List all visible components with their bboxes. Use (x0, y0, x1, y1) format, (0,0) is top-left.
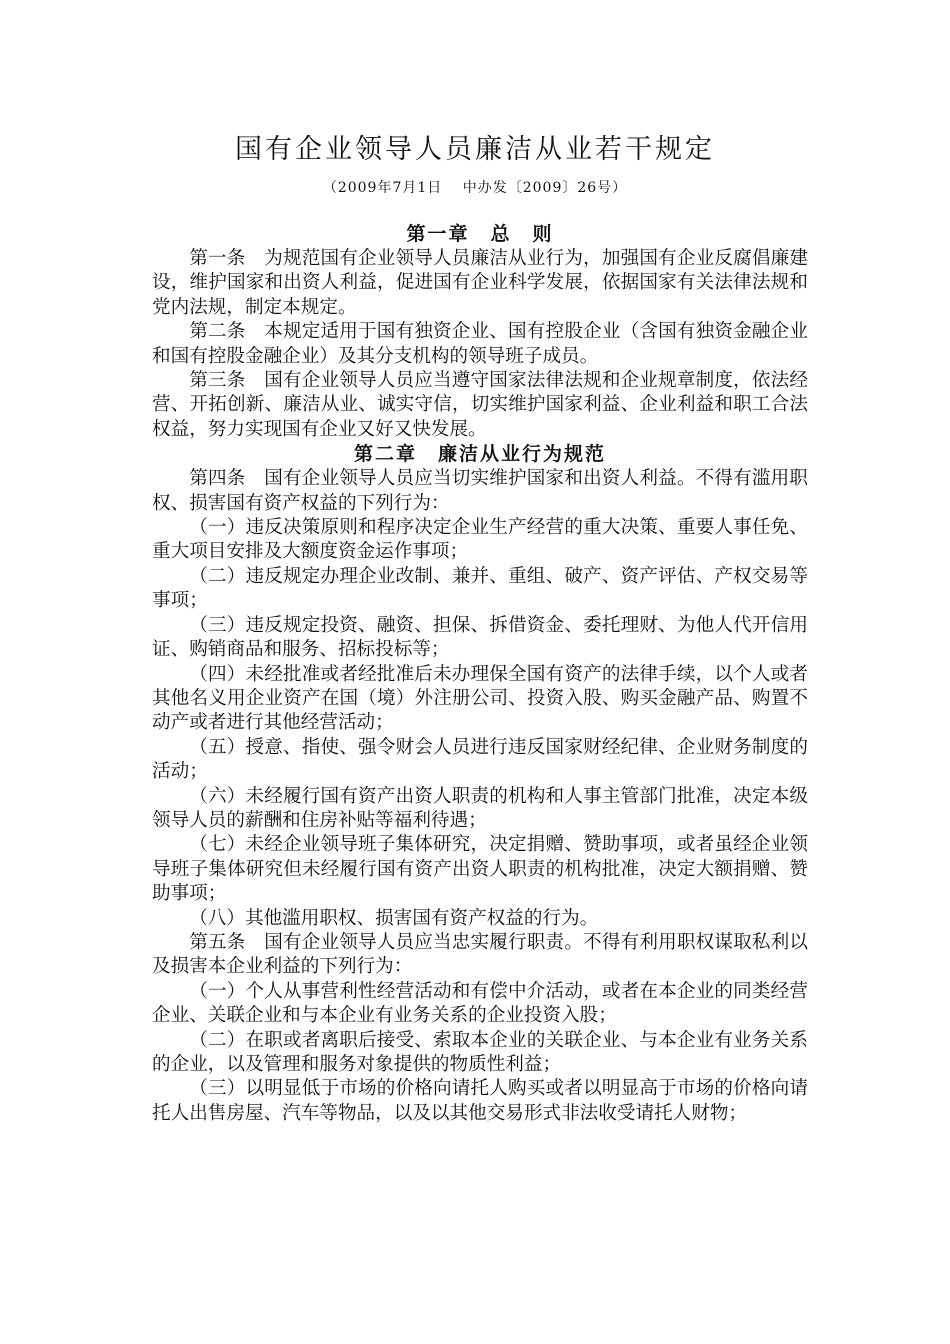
clause-paragraph: （五）授意、指使、强令财会人员进行违反国家财经纪律、企业财务制度的活动； (152, 736, 808, 783)
clause-paragraph: （二）违反规定办理企业改制、兼并、重组、破产、资产评估、产权交易等事项； (152, 565, 808, 612)
article-paragraph: 第三条 国有企业领导人员应当遵守国家法律法规和企业规章制度，依法经营、开拓创新、廉洁从业、诚实守信，切实维护国家利益、企业利益和职工合法权益，努力实现国有企业又好又快发展。 (152, 370, 808, 440)
document-subtitle: （2009年7月1日 中办发〔2009〕26号） (322, 180, 628, 196)
document-title: 国有企业领导人员廉洁从业若干规定 (235, 134, 715, 165)
clause-paragraph: （一）个人从事营利性经营活动和有偿中介活动，或者在本企业的同类经营企业、关联企业和与本企业有业务关系的企业投资入股； (152, 980, 808, 1027)
document-body (152, 222, 808, 1126)
clause-paragraph: （七）未经企业领导班子集体研究，决定捐赠、赞助事项，或者虽经企业领导班子集体研究但未经履行国有资产出资人职责的机构批准，决定大额捐赠、赞助事项； (152, 834, 808, 905)
clause-paragraph: （一）违反决策原则和程序决定企业生产经营的重大决策、重要人事任免、重大项目安排及大额度资金运作事项； (152, 517, 808, 563)
article-paragraph: 第五条 国有企业领导人员应当忠实履行职责。不得有利用职权谋取私利以及损害本企业利益的下列行为： (152, 931, 808, 978)
article-paragraph: 第二条 本规定适用于国有独资企业、国有控股企业（含国有独资金融企业和国有控股金融企业）及其分支机构的领导班子成员。 (152, 321, 808, 367)
clause-paragraph: （四）未经批准或者经批准后未办理保全国有资产的法律手续，以个人或者其他名义用企业资产在国（境）外注册公司、投资入股、购买金融产品、购置不动产或者进行其他经营活动； (152, 663, 808, 734)
article-paragraph: 第一条 为规范国有企业领导人员廉洁从业行为，加强国有企业反腐倡廉建设，维护国家和出资人利益，促进国有企业科学发展，依据国家有关法律法规和党内法规，制定本规定。 (152, 248, 808, 318)
clause-paragraph: （三）违反规定投资、融资、担保、拆借资金、委托理财、为他人代开信用证、购销商品和服务、招标投标等； (152, 614, 808, 661)
clause-paragraph: （三）以明显低于市场的价格向请托人购买或者以明显高于市场的价格向请托人出售房屋、汽车等物品，以及以其他交易形式非法收受请托人财物； (152, 1078, 808, 1124)
chapter-heading: 第一章 总 则 (406, 223, 554, 245)
clause-paragraph: （六）未经履行国有资产出资人职责的机构和人事主管部门批准，决定本级领导人员的薪酬和住房补贴等福利待遇； (152, 785, 808, 831)
clause-paragraph: （二）在职或者离职后接受、索取本企业的关联企业、与本企业有业务关系的企业，以及管理和服务对象提供的物质性利益； (152, 1029, 808, 1075)
clause-paragraph: （八）其他滥用职权、损害国有资产权益的行为。 (189, 907, 599, 929)
article-paragraph: 第四条 国有企业领导人员应当切实维护国家和出资人利益。不得有滥用职权、损害国有资产权益的下列行为： (152, 468, 808, 514)
chapter-heading: 第二章 廉洁从业行为规范 (353, 443, 606, 466)
